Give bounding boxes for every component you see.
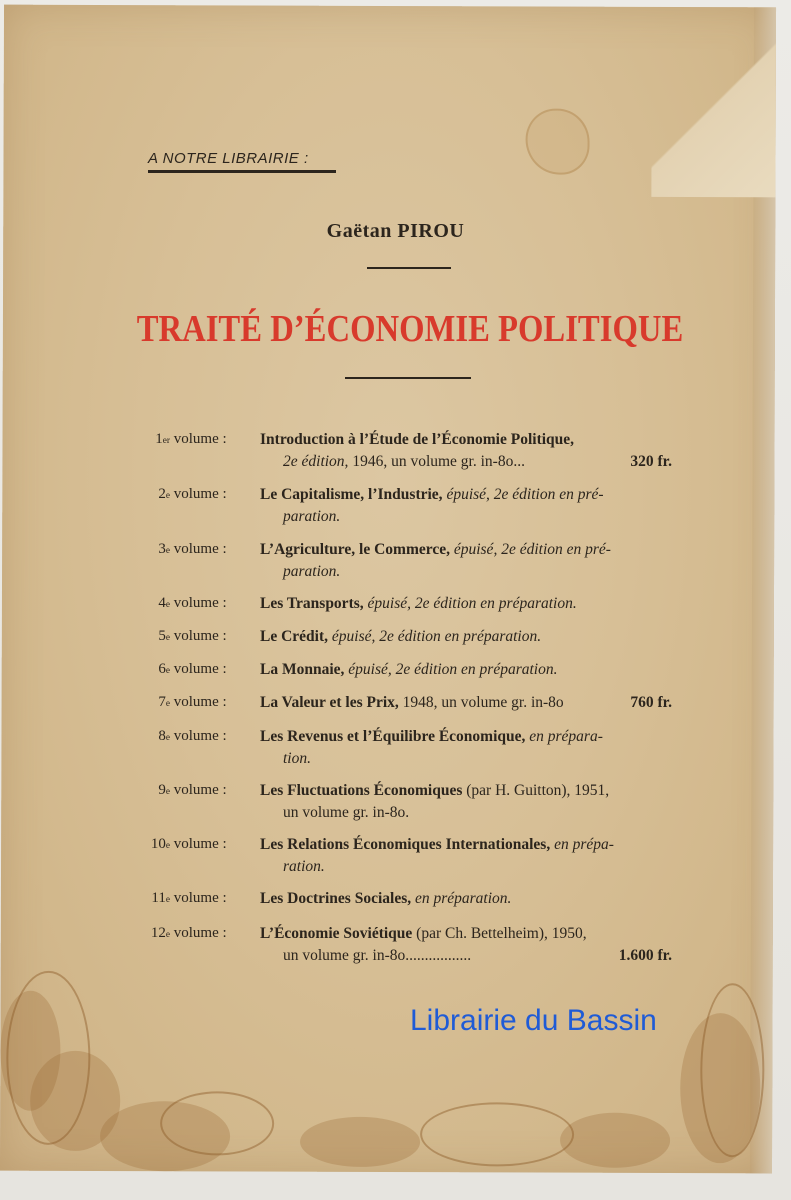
volume-number: 2e — [158, 486, 170, 502]
folded-corner — [651, 17, 776, 197]
ordinal-suffix: e — [165, 633, 170, 643]
volume-entry-continued — [283, 947, 471, 965]
volume-title: L’Agriculture, le Commerce, — [260, 541, 450, 558]
volume-price: 760 fr. — [630, 694, 672, 711]
ordinal-suffix: er — [162, 436, 170, 446]
volume-status: épuisé, 2e édition en préparation. — [328, 628, 542, 645]
header-label: A NOTRE LIBRAIRIE : — [148, 150, 309, 167]
volume-word: volume : — [170, 836, 227, 852]
volume-entry — [260, 486, 604, 504]
volume-entry-continued — [283, 563, 340, 581]
volume-word: volume : — [170, 925, 227, 941]
volume-number: 6e — [158, 661, 170, 677]
volume-entry — [260, 782, 609, 800]
ordinal-suffix: e — [165, 733, 170, 743]
volume-word: volume : — [170, 431, 227, 447]
volume-word: volume : — [170, 628, 227, 644]
volume-word: volume : — [170, 782, 227, 798]
volume-word: volume : — [170, 541, 227, 557]
watermark: Librairie du Bassin — [410, 1004, 657, 1037]
volume-entry — [260, 628, 541, 646]
volume-title: Les Fluctuations Économiques — [260, 782, 463, 799]
volume-entry — [260, 836, 614, 854]
volume-status: 2e édition, — [283, 453, 349, 470]
volume-title: Le Crédit, — [260, 628, 329, 645]
volume-entry — [260, 661, 558, 679]
volume-title: Les Doctrines Sociales, — [260, 890, 412, 907]
volume-number: 10e — [150, 836, 170, 852]
volume-number: 7e — [158, 694, 170, 710]
volume-status: ration. — [283, 858, 325, 875]
volume-title: La Valeur et les Prix, — [260, 694, 399, 711]
stain-mark — [525, 108, 589, 174]
volume-entry — [260, 728, 603, 746]
volume-title: L’Économie Soviétique — [260, 925, 413, 942]
volume-entry-continued — [283, 858, 325, 876]
volume-status: paration. — [283, 563, 341, 580]
divider — [345, 377, 471, 379]
ordinal-suffix: e — [165, 699, 170, 709]
volume-details: (par Ch. Bettelheim), 1950, — [412, 925, 587, 942]
header-underline — [148, 170, 336, 173]
volume-title: La Monnaie, — [260, 661, 345, 678]
book-title: TRAITÉ D’ÉCONOMIE POLITIQUE — [136, 308, 684, 350]
volume-title: Les Revenus et l’Équilibre Économique, — [260, 728, 526, 745]
volume-status: épuisé, 2e édition en pré- — [449, 541, 611, 558]
volume-entry-continued — [283, 804, 409, 822]
volume-details: un volume gr. in-8o. — [283, 804, 410, 821]
volume-entry — [260, 431, 574, 449]
ordinal-suffix: e — [165, 895, 170, 905]
author-name: Gaëtan PIROU — [326, 220, 465, 242]
volume-number: 11e — [151, 890, 170, 906]
volume-status: en préparation. — [411, 890, 512, 907]
ordinal-suffix: e — [165, 666, 170, 676]
divider — [367, 267, 451, 269]
volume-price: 1.600 fr. — [618, 947, 672, 964]
ordinal-suffix: e — [165, 841, 170, 851]
volume-word: volume : — [170, 890, 227, 906]
volume-title: Introduction à l’Étude de l’Économie Politique, — [260, 431, 575, 448]
volume-details: (par H. Guitton), 1951, — [462, 782, 610, 799]
volume-entry — [260, 890, 511, 908]
volume-number: 1er — [155, 431, 170, 447]
volume-word: volume : — [170, 661, 227, 677]
volume-word: volume : — [170, 728, 227, 744]
volume-number: 12e — [150, 925, 170, 941]
volume-entry-continued — [283, 453, 525, 471]
volume-status: épuisé, 2e édition en préparation. — [344, 661, 558, 678]
volume-word: volume : — [170, 595, 227, 611]
volume-price: 320 fr. — [630, 453, 672, 470]
volume-status: épuisé, 2e édition en pré- — [442, 486, 604, 503]
volume-title: Les Transports, — [260, 595, 364, 612]
volume-number: 3e — [158, 541, 170, 557]
volume-status: tion. — [283, 750, 311, 767]
ordinal-suffix: e — [165, 491, 170, 501]
ordinal-suffix: e — [165, 546, 170, 556]
volume-title: Le Capitalisme, l’Industrie, — [260, 486, 443, 503]
volume-entry — [260, 541, 611, 559]
volume-details: 1946, un volume gr. in-8o... — [348, 453, 525, 470]
volume-number: 5e — [158, 628, 170, 644]
volume-number: 8e — [158, 728, 170, 744]
ordinal-suffix: e — [165, 930, 170, 940]
volume-number: 9e — [158, 782, 170, 798]
volume-status: en prépara- — [525, 728, 603, 745]
ordinal-suffix: e — [165, 787, 170, 797]
volume-word: volume : — [170, 694, 227, 710]
volume-number: 4e — [158, 595, 170, 611]
volume-word: volume : — [170, 486, 227, 502]
ordinal-suffix: e — [165, 600, 170, 610]
catalog-page — [0, 5, 776, 1174]
volume-details: 1948, un volume gr. in-8o — [398, 694, 564, 711]
volume-status: en prépa- — [550, 836, 614, 853]
volume-entry — [260, 925, 587, 943]
volume-entry — [260, 595, 577, 613]
volume-entry — [260, 694, 564, 712]
volume-entry-continued — [283, 508, 340, 526]
volume-title: Les Relations Économiques Internationales, — [260, 836, 551, 853]
volume-status: paration. — [283, 508, 341, 525]
volume-status: épuisé, 2e édition en préparation. — [363, 595, 577, 612]
volume-details: un volume gr. in-8o................. — [283, 947, 472, 964]
volume-entry-continued — [283, 750, 311, 768]
